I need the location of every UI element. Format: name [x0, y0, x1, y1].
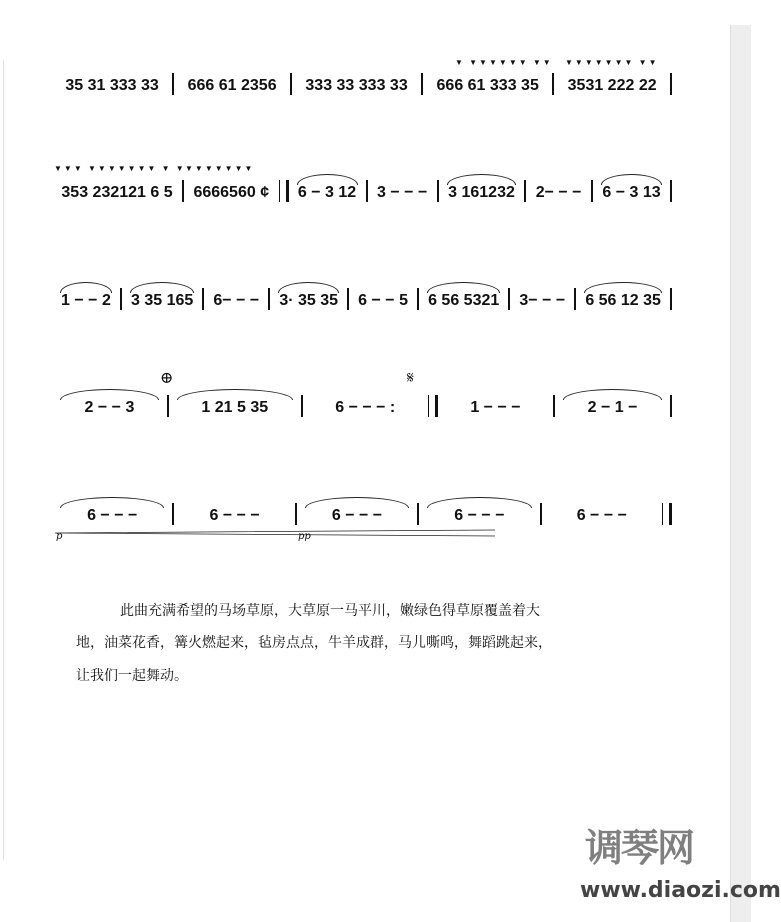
bar-line — [670, 288, 672, 310]
accent-marks: ▼▼▼▼▼▼▼ ▼▼ — [565, 58, 659, 67]
measure: 2 − 1 − — [555, 399, 670, 417]
accent-marks: ▼ ▼▼▼▼▼▼ ▼▼ — [455, 58, 553, 67]
double-bar-line — [279, 180, 289, 202]
measure: 1 − − − — [470, 399, 521, 416]
final-bar-line — [662, 503, 672, 525]
bar-line — [670, 180, 672, 202]
score-row-3 — [52, 288, 672, 310]
measure: 6 − − − — [419, 507, 539, 525]
side-scroll-strip[interactable] — [730, 25, 751, 922]
score-row-4 — [52, 395, 672, 417]
measure: 6 56 12 35 — [576, 292, 670, 310]
measure: 6 − − 5 — [358, 292, 408, 309]
accent-marks: ▼▼▼ ▼▼▼▼▼▼▼ ▼ ▼ — [54, 164, 186, 173]
description-line: 此曲充满希望的马场草原，大草原一马平川，嫩绿色得草原覆盖着大 — [120, 603, 540, 619]
segno-sign: 𝄋 — [407, 368, 414, 387]
measure: 3 − − − — [377, 184, 428, 201]
measure: 2 − − 3 — [52, 399, 167, 417]
measure: 6− − − — [213, 292, 260, 309]
measure: 6 − − − — [297, 507, 417, 525]
measure: 3− − − — [519, 292, 566, 309]
decrescendo-hairpin — [55, 530, 495, 536]
measure: 6 − − − — [576, 507, 627, 524]
score-row-5 — [52, 503, 672, 525]
accent-marks: ▼▼▼▼▼▼▼ — [185, 164, 255, 173]
measure: 353 232121 6 5 — [61, 184, 173, 201]
score-row-1 — [52, 73, 672, 95]
page-edge — [3, 60, 4, 860]
dynamic-mark: pp — [298, 531, 311, 542]
measure: 3 35 165 — [122, 292, 202, 310]
measure: 1 21 5 35 — [169, 399, 301, 417]
bar-line — [670, 73, 672, 95]
measure: 6 − − − : — [335, 399, 396, 416]
measure: 6 − − − — [52, 507, 172, 525]
description-line: 地，油菜花香，篝火燃起来，毡房点点，牛羊成群，马儿嘶鸣，舞蹈跳起来， — [76, 635, 552, 651]
watermark-logo: 调琴网 — [585, 826, 694, 870]
dynamic-mark: p — [56, 531, 63, 542]
measure: 2− − − — [535, 184, 582, 201]
score-row-2 — [52, 180, 672, 202]
measure: 3 161232 — [439, 184, 525, 202]
coda-sign: ⊕ — [160, 368, 174, 387]
measure: 35 31 333 33 — [65, 77, 159, 94]
measure: 666 61 333 35 — [436, 77, 539, 94]
measure: 6666560 ¢ — [193, 184, 270, 201]
description-line: 让我们一起舞动。 — [76, 668, 188, 684]
bar-line — [670, 395, 672, 417]
measure: 6 56 5321 — [419, 292, 508, 310]
measure: 333 33 333 33 — [305, 77, 408, 94]
measure: 1 − − 2 — [52, 292, 120, 310]
measure: 6 − − − — [209, 507, 260, 524]
repeat-bar-line — [428, 395, 438, 417]
measure: 666 61 2356 — [187, 77, 277, 94]
measure: 3· 35 35 — [270, 292, 347, 310]
watermark-url: www.diaozi.com — [580, 878, 781, 903]
measure: 3531 222 22 — [567, 77, 657, 94]
measure: 6 − 3 12 — [289, 184, 366, 202]
measure: 6 − 3 13 — [593, 184, 670, 202]
